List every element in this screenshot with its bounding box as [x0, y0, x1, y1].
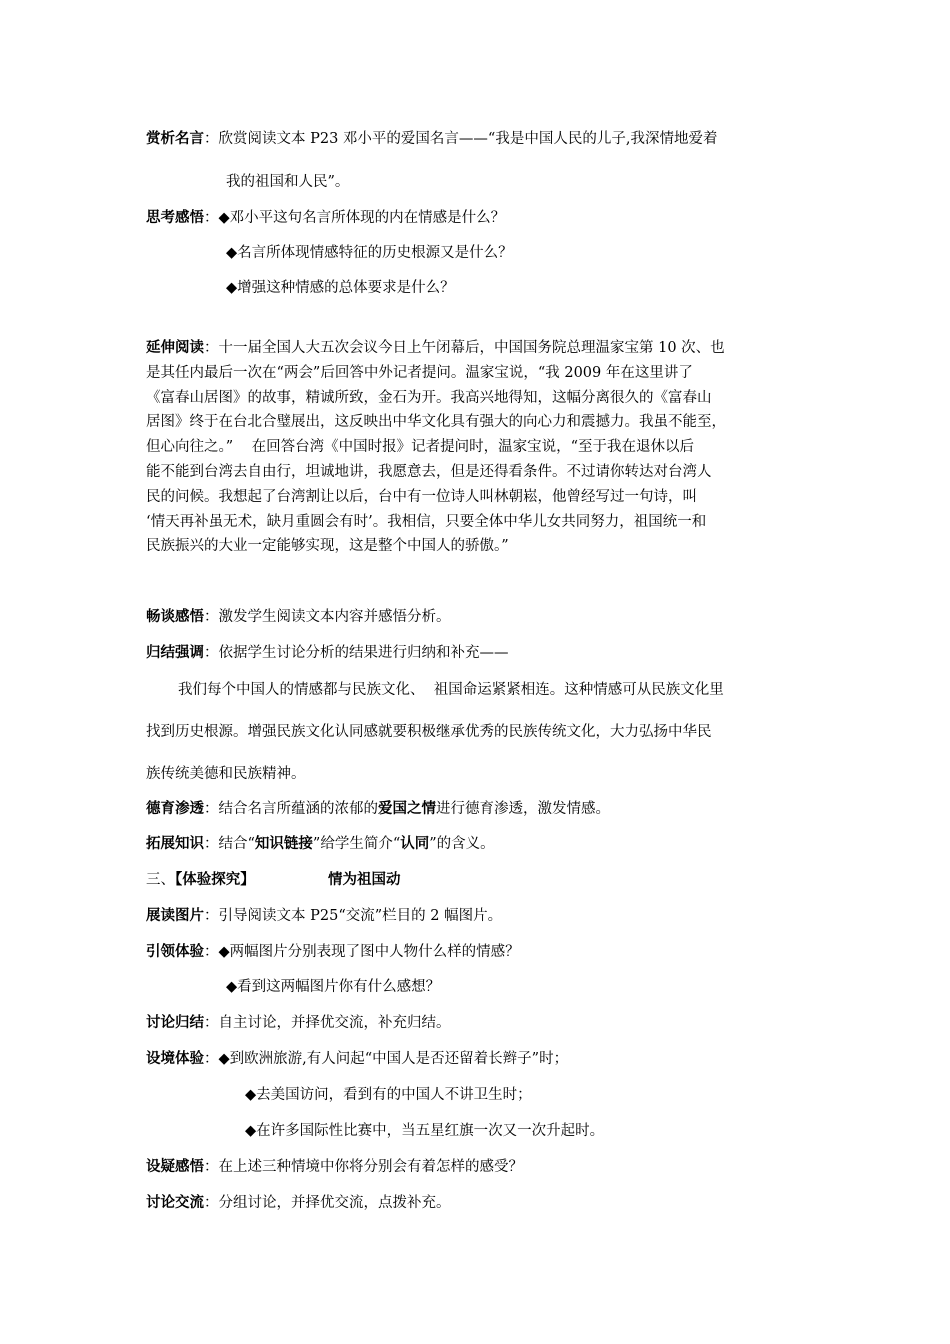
yanshen-text-6: 能不能到台湾去自由行，坦诚地讲，我愿意去，但是还得看条件。不过请你转达对台湾人 [146, 464, 712, 480]
yinling-line [146, 940, 520, 961]
yinling-colon: ： [204, 944, 219, 960]
deyu-colon: ： [204, 801, 219, 817]
deyu-bold: 爱国之情 [378, 801, 436, 817]
shangxi-text-2: 我的祖国和人民”。 [226, 174, 350, 190]
sheyi-text: 在上述三种情境中你将分别会有着怎样的感受？ [218, 1159, 523, 1175]
taolun1-text: 自主讨论，并择优交流，补充归结。 [218, 1015, 451, 1031]
deyu-line [146, 797, 610, 818]
section3-title: 情为祖国动 [328, 872, 401, 888]
taolun1-line [146, 1011, 451, 1032]
yanshen-line-1 [146, 336, 725, 357]
yanshen-text-2: 是其任内最后一次在“两会”后回答中外记者提问。温家宝说，“我 2009 年在这里讲了 [146, 365, 693, 381]
guijie-label: 归结强调 [146, 645, 204, 661]
section3-num: 三、 [146, 872, 175, 888]
yanshen-text-1: 十一届全国人大五次会议今日上午闭幕后，中国国务院总理温家宝第 10 次、也 [218, 340, 725, 356]
shejing-colon: ： [204, 1051, 219, 1067]
yinling-item-2: ◆看到这两幅图片你有什么感想？ [226, 979, 441, 995]
tuozhan-bold-2: 认同 [400, 836, 430, 852]
section3-heading [146, 868, 255, 889]
shejing-item-3: ◆在许多国际性比赛中，当五星红旗一次又一次升起时。 [245, 1123, 605, 1139]
yanshen-text-9: 民族振兴的大业一定能够实现，这是整个中国人的骄傲。” [146, 538, 509, 554]
shangxi-text-1: 欣赏阅读文本 P23 邓小平的爱国名言——“我是中国人民的儿子,我深情地爱着 [218, 131, 718, 147]
shejing-item-2: ◆去美国访问，看到有的中国人不讲卫生时； [245, 1087, 532, 1103]
taolun1-label: 讨论归结 [146, 1015, 204, 1031]
changtan-text: 激发学生阅读文本内容并感悟分析。 [218, 609, 451, 625]
deyu-text-1: 结合名言所蕴涵的浓郁的 [218, 801, 378, 817]
guijie-text: 依据学生讨论分析的结果进行归纳和补充—— [218, 645, 509, 661]
deyu-label: 德育渗透 [146, 801, 204, 817]
shangxi-label: 赏析名言 [146, 131, 204, 147]
sikao-item-3: ◆增强这种情感的总体要求是什么？ [226, 280, 455, 296]
zhandu-line [146, 904, 502, 925]
section3-bracket: 【体验探究】 [175, 872, 255, 888]
taolun2-text: 分组讨论，并择优交流，点拨补充。 [218, 1195, 451, 1211]
guijie-line [146, 641, 509, 662]
yanshen-colon: ： [204, 340, 219, 356]
yanshen-text-7: 民的问候。我想起了台湾割让以后，台中有一位诗人叫林朝崧，他曾经写过一句诗，叫 [146, 489, 697, 505]
tuozhan-text-3: ”的含义。 [429, 836, 495, 852]
taolun2-colon: ： [204, 1195, 219, 1211]
sikao-item-2: ◆名言所体现情感特征的历史根源又是什么？ [226, 245, 513, 261]
taolun1-colon: ： [204, 1015, 219, 1031]
zhandu-colon: ： [204, 908, 219, 924]
changtan-colon: ： [204, 609, 219, 625]
yanshen-text-5: 但心向往之。” 在回答台湾《中国时报》记者提问时，温家宝说，“至于我在退休以后 [146, 439, 695, 455]
sheyi-label: 设疑感悟 [146, 1159, 204, 1175]
yanshen-text-3: 《富春山居图》的故事，精诚所致，金石为开。我高兴地得知，这幅分离很久的《富春山 [146, 390, 712, 406]
yanshen-label: 延伸阅读 [146, 340, 204, 356]
shangxi-line-1 [146, 127, 717, 148]
tuozhan-text-2: ”给学生简介“ [312, 836, 401, 852]
sheyi-colon: ： [204, 1159, 219, 1175]
guijie-colon: ： [204, 645, 219, 661]
zhandu-text: 引导阅读文本 P25“交流”栏目的 2 幅图片。 [218, 908, 503, 924]
yanshen-text-4: 居图》终于在台北合璧展出，这反映出中华文化具有强大的向心力和震撼力。我虽不能至， [146, 414, 726, 430]
guijie-para-1: 我们每个中国人的情感都与民族文化、 祖国命运紧紧相连。这种情感可从民族文化里 [178, 682, 724, 698]
sikao-line-1 [146, 206, 505, 227]
sikao-item-1: ◆邓小平这句名言所体现的内在情感是什么？ [218, 210, 506, 226]
guijie-para-2: 找到历史根源。增强民族文化认同感就要积极继承优秀的民族传统文化，大力弘扬中华民 [146, 724, 712, 740]
sikao-colon: ： [204, 210, 219, 226]
tuozhan-colon: ： [204, 836, 219, 852]
shejing-item-1: ◆到欧洲旅游,有人问起“中国人是否还留着长辫子”时； [218, 1051, 569, 1067]
yanshen-text-8: ‘情天再补虽无术，缺月重圆会有时’。我相信，只要全体中华儿女共同努力，祖国统一和 [146, 514, 707, 530]
sheyi-line [146, 1155, 523, 1176]
taolun2-label: 讨论交流 [146, 1195, 204, 1211]
tuozhan-bold-1: 知识链接 [254, 836, 313, 852]
tuozhan-line [146, 832, 495, 853]
taolun2-line [146, 1191, 451, 1212]
guijie-para-3: 族传统美德和民族精神。 [146, 766, 306, 782]
deyu-text-2: 进行德育渗透，激发情感。 [436, 801, 610, 817]
tuozhan-label: 拓展知识 [146, 836, 204, 852]
shejing-line [146, 1047, 568, 1068]
yinling-label: 引领体验 [146, 944, 204, 960]
zhandu-label: 展读图片 [146, 908, 204, 924]
tuozhan-text-1: 结合“ [218, 836, 255, 852]
yinling-item-1: ◆两幅图片分别表现了图中人物什么样的情感？ [218, 944, 520, 960]
shejing-label: 设境体验 [146, 1051, 204, 1067]
sikao-label: 思考感悟 [146, 210, 204, 226]
changtan-label: 畅谈感悟 [146, 609, 204, 625]
changtan-line [146, 605, 451, 626]
shangxi-colon: ： [204, 131, 219, 147]
